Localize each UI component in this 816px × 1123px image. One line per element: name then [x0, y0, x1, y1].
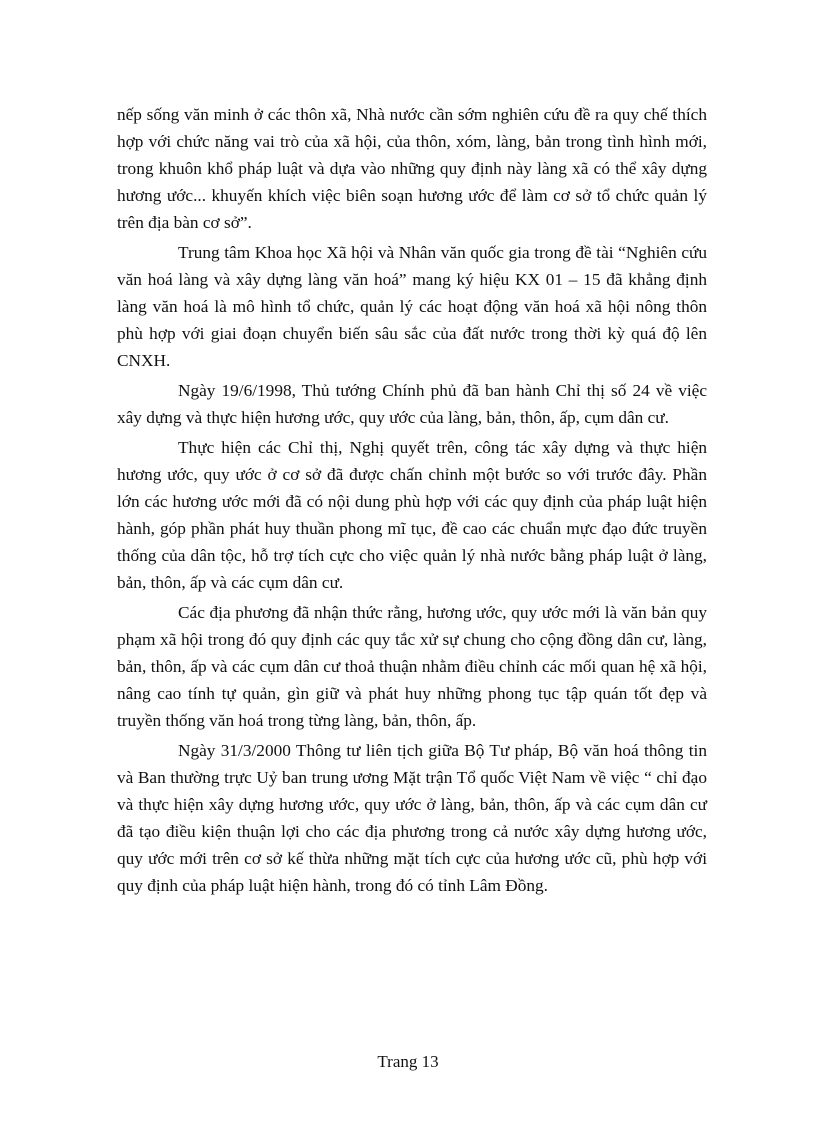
- paragraph-directive-24: Ngày 19/6/1998, Thủ tướng Chính phủ đã ban hành Chỉ thị số 24 về việc xây dựng và thực hiện hương ước, quy ước của làng, bản, thôn, ấp, cụm dân cư.: [117, 381, 707, 427]
- paragraph-local-awareness: Các địa phương đã nhận thức rằng, hương ước, quy ước mới là văn bản quy phạm xã hội trong đó quy định các quy tắc xử sự chung cho cộng đồng dân cư, làng, bản, thôn, ấp và các cụm dân cư thoả thuận nhằm điều chỉnh các mối quan hệ xã hội, nâng cao tính tự quản, gìn giữ và phát huy những phong tục tập quán tốt đẹp và truyền thống văn hoá trong từng làng, bản, thôn, ấp.: [117, 603, 707, 730]
- paragraph-implementation: Thực hiện các Chỉ thị, Nghị quyết trên, công tác xây dựng và thực hiện hương ước, quy ước ở cơ sở đã được chấn chỉnh một bước so với trước đây. Phần lớn các hương ước mới đã có nội dung phù hợp với các quy định của pháp luật hiện hành, góp phần phát huy thuần phong mĩ tục, đề cao các chuẩn mực đạo đức truyền thống của dân tộc, hỗ trợ tích cực cho việc quản lý nhà nước bằng pháp luật ở làng, bản, thôn, ấp và các cụm dân cư.: [117, 438, 707, 592]
- paragraph-research-center: Trung tâm Khoa học Xã hội và Nhân văn quốc gia trong đề tài “Nghiên cứu văn hoá làng và xây dựng làng văn hoá” mang ký hiệu KX 01 – 15 đã khẳng định làng văn hoá là mô hình tổ chức, quản lý các hoạt động văn hoá xã hội nông thôn phù hợp với giai đoạn chuyển biến sâu sắc của đất nước trong thời kỳ quá độ lên CNXH.: [117, 243, 707, 370]
- page-number: Trang 13: [377, 1052, 439, 1071]
- paragraph-continuation: nếp sống văn minh ở các thôn xã, Nhà nước cần sớm nghiên cứu đề ra quy chế thích hợp với chức năng vai trò của xã hội, của thôn, xóm, làng, bản trong tình hình mới, trong khuôn khổ pháp luật và dựa vào những quy định này làng xã có thể xây dựng hương ước... khuyến khích việc biên soạn hương ước để làm cơ sở tổ chức quản lý trên địa bàn cơ sở”.: [117, 105, 707, 232]
- document-body: [117, 101, 707, 902]
- paragraph-joint-circular: Ngày 31/3/2000 Thông tư liên tịch giữa Bộ Tư pháp, Bộ văn hoá thông tin và Ban thường trực Uỷ ban trung ương Mặt trận Tổ quốc Việt Nam về việc “ chỉ đạo và thực hiện xây dựng hương ước, quy ước ở làng, bản, thôn, ấp và các cụm dân cư đã tạo điều kiện thuận lợi cho các địa phương trong cả nước xây dựng hương ước, quy ước mới trên cơ sở kế thừa những mặt tích cực của hương ước cũ, phù hợp với quy định của pháp luật hiện hành, trong đó có tỉnh Lâm Đồng.: [117, 741, 707, 895]
